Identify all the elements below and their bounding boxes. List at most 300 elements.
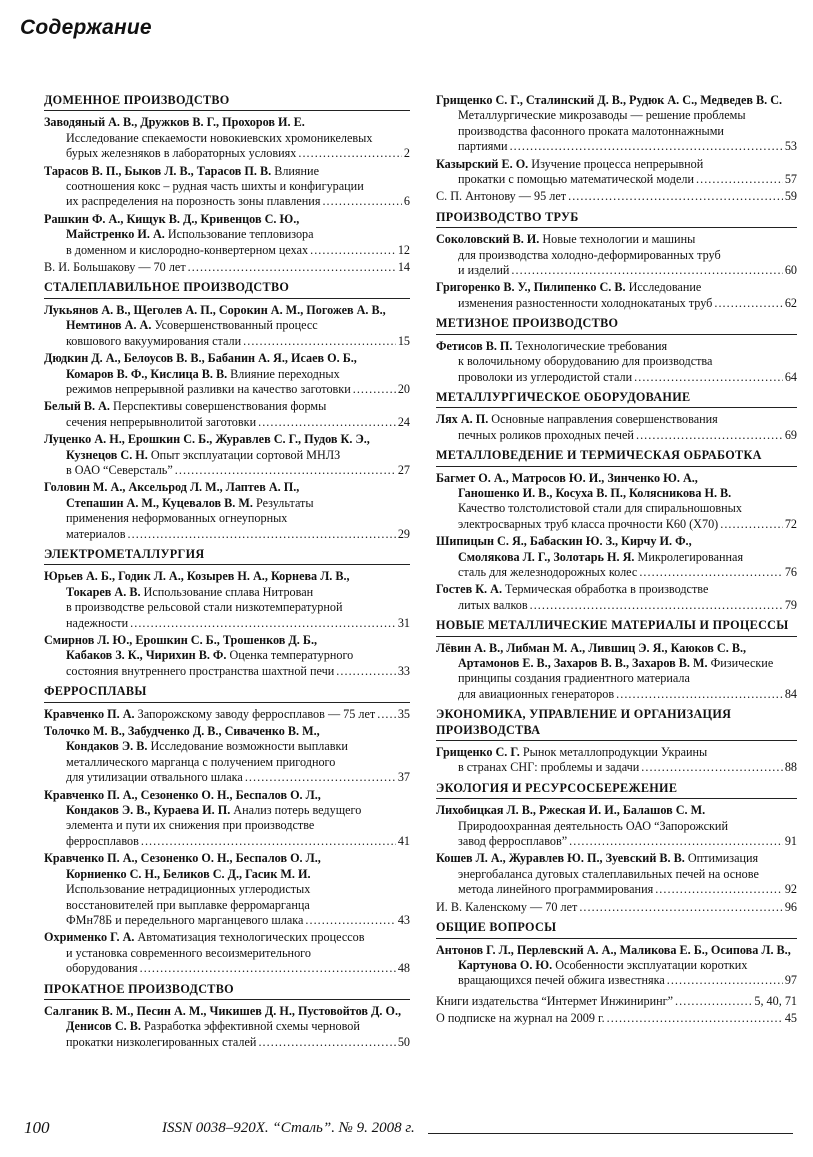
entry-title-text: Природоохранная деятельность ОАО “Запорожский	[458, 818, 728, 833]
entry-line	[436, 900, 797, 915]
entry-line	[436, 428, 797, 443]
section-title: МЕТИЗНОЕ ПРОИЗВОДСТВО	[436, 316, 797, 334]
entry-line	[44, 946, 410, 961]
entry-line	[44, 179, 410, 194]
entry-text	[458, 598, 528, 613]
page-ref: 96	[784, 899, 797, 914]
entry-text	[436, 1011, 605, 1026]
page-number: 100	[24, 1118, 50, 1137]
journal-citation: ISSN 0038–920X. “Сталь”. № 9. 2008 г.	[162, 1120, 415, 1136]
page-ref: 24	[397, 414, 410, 429]
entry-text	[458, 834, 567, 849]
entry-text	[458, 973, 665, 988]
entry-line	[44, 260, 410, 275]
entry-title-text: литых валков	[458, 597, 528, 612]
entry-title-text: бурых железняков в лабораторных условиях	[66, 146, 297, 161]
entry-line	[436, 973, 797, 988]
toc-left-column	[44, 93, 410, 1055]
entry-line	[44, 600, 410, 615]
entry-title-text: в странах СНГ: проблемы и задачи	[458, 760, 640, 775]
entry-authors: Фетисов В. П.	[436, 338, 513, 353]
toc-section	[436, 618, 797, 702]
entry-text	[458, 172, 694, 187]
entry-line	[44, 399, 410, 414]
entry-text	[66, 616, 128, 631]
toc-section	[44, 982, 410, 1051]
dot-leader	[258, 415, 396, 430]
page-ref: 50	[397, 1034, 410, 1049]
entry-line	[44, 146, 410, 161]
toc-section	[436, 210, 797, 311]
page-ref: 31	[397, 615, 410, 630]
entry-title-text: вращающихся печей обжига известняка	[458, 973, 665, 988]
entry-text	[458, 565, 637, 580]
entry-authors: Ганошенко И. В., Косуха В. П., Колясникова Н. В.	[458, 485, 732, 500]
entry-authors: Смолякова Л. Г., Золотарь Н. Я.	[458, 549, 635, 564]
dot-leader	[353, 382, 396, 397]
page-ref: 53	[784, 139, 797, 154]
entry-authors: Головин М. А., Аксельрод Л. М., Лаптев А. П.,	[44, 480, 300, 495]
entry-text	[66, 334, 241, 349]
entry-line	[436, 565, 797, 580]
dot-leader	[322, 194, 401, 209]
entry-authors: Тарасов В. П., Быков Л. В., Тарасов П. В.	[44, 163, 272, 178]
entry-title-text: Использование тепловизора	[164, 227, 314, 242]
entry-line	[436, 139, 797, 154]
entry-line	[436, 296, 797, 311]
entry-title-text: Использование нетрадиционных углеродистых	[66, 882, 311, 897]
dot-leader	[616, 687, 783, 702]
toc-section	[436, 920, 797, 989]
entry-title-text: И. В. Каленскому — 70 лет	[436, 899, 578, 914]
entry-authors: Кравченко П. А., Сезоненко О. Н., Беспалов О. Л.,	[44, 851, 321, 866]
entry-line	[436, 248, 797, 263]
entry-text	[66, 913, 303, 928]
entry-line	[436, 339, 797, 354]
entry-title-text: Металлургические микрозаводы — решение проблемы	[458, 108, 746, 123]
page-ref: 27	[397, 462, 410, 477]
entry-line	[436, 189, 797, 204]
page-ref: 59	[784, 189, 797, 204]
entry-title-text: применения неформованных огнеупорных	[66, 511, 288, 526]
entry-authors: Майстренко И. А.	[66, 227, 165, 242]
toc-section	[44, 684, 410, 976]
entry-line	[436, 834, 797, 849]
entry-authors: Кузнецов С. Н.	[66, 447, 148, 462]
entry-line	[44, 115, 410, 130]
page-ref: 60	[784, 263, 797, 278]
entry-line	[436, 994, 797, 1009]
entry-title-text: Автоматизация технологических процессов	[134, 930, 365, 945]
dot-leader	[305, 913, 395, 928]
entry-title-text: Исследование возможности выплавки	[147, 739, 348, 754]
entry-title-text: прокатки низколегированных сталей	[66, 1034, 257, 1049]
dot-leader	[258, 1035, 395, 1050]
toc-entry	[436, 994, 797, 1009]
dot-leader	[141, 834, 396, 849]
entry-title-text: В. И. Большакову — 70 лет	[44, 260, 186, 275]
entry-title-text: Оптимизация	[684, 851, 759, 866]
toc-entry	[436, 943, 797, 989]
toc-entry	[44, 569, 410, 631]
entry-line	[436, 108, 797, 123]
toc-entry	[436, 851, 797, 897]
entry-title-text: электросварных труб класса прочности К60 (Х70)	[458, 516, 719, 531]
entry-line	[44, 616, 410, 631]
entry-text	[436, 900, 577, 915]
entry-line	[44, 511, 410, 526]
entry-authors: Охрименко Г. А.	[44, 930, 135, 945]
section-title: ПРОКАТНОЕ ПРОИЗВОДСТВО	[44, 982, 410, 1000]
entry-authors: Дюдкин Д. А., Белоусов В. В., Бабанин А. Я., Исаев О. Б.,	[44, 351, 357, 366]
entry-text	[458, 139, 508, 154]
entry-text	[66, 961, 138, 976]
entry-line	[44, 194, 410, 209]
entry-line	[436, 517, 797, 532]
dot-leader	[298, 146, 402, 161]
toc-entry	[436, 803, 797, 849]
entry-title-text: принципы создания градиентного материала	[458, 671, 690, 686]
entry-line	[44, 648, 410, 663]
page-ref: 6	[403, 194, 410, 209]
entry-title-text: в производстве рельсовой стали низкотемпературной	[66, 600, 343, 615]
toc-section	[436, 390, 797, 443]
toc-section	[436, 781, 797, 915]
section-title: ЭЛЕКТРОМЕТАЛЛУРГИЯ	[44, 547, 410, 565]
entry-text	[458, 296, 712, 311]
toc-entry	[436, 280, 797, 311]
entry-line	[436, 172, 797, 187]
entry-title-text: Изучение процесса непрерывной	[528, 156, 704, 171]
page-ref: 37	[397, 770, 410, 785]
page-ref: 43	[397, 912, 410, 927]
entry-title-text: для утилизации отвального шлака	[66, 770, 243, 785]
entry-title-text: Микролегированная	[634, 549, 744, 564]
entry-line	[44, 351, 410, 366]
dot-leader	[511, 263, 782, 278]
entry-title-text: проволоки из углеродистой стали	[458, 369, 633, 384]
entry-line	[436, 501, 797, 516]
entry-line	[44, 770, 410, 785]
entry-text	[66, 834, 139, 849]
entry-text	[66, 194, 320, 209]
entry-text	[458, 517, 718, 532]
entry-title-text: Усовершенствованный процесс	[151, 318, 318, 333]
page-ref: 2	[403, 146, 410, 161]
page-ref: 62	[784, 295, 797, 310]
entry-line	[436, 157, 797, 172]
entry-title-text: печных роликов проходных печей	[458, 427, 634, 442]
entry-line	[436, 598, 797, 613]
entry-text	[66, 146, 296, 161]
entry-authors: Заводяный А. В., Дружков В. Г., Прохоров И. Е.	[44, 115, 305, 130]
entry-title-text: металлического марганца с получением пригодного	[66, 754, 336, 769]
entry-title-text: Технологические требования	[512, 338, 668, 353]
entry-line	[44, 318, 410, 333]
entry-authors: Кондаков Э. В.	[66, 739, 148, 754]
entry-text	[458, 370, 632, 385]
page-ref: 15	[397, 333, 410, 348]
toc-section	[436, 316, 797, 385]
entry-authors: Денисов С. В.	[66, 1019, 141, 1034]
dot-leader	[128, 527, 396, 542]
entry-title-text: производства фасонного проката малотоннажными	[458, 123, 724, 138]
entry-authors: Луценко А. Н., Ерошкин С. Б., Журавлев С. Г., Пудов К. Э.,	[44, 432, 370, 447]
toc-entry	[44, 707, 410, 722]
toc-entry	[436, 339, 797, 385]
entry-title-text: Результаты	[252, 495, 314, 510]
entry-line	[436, 819, 797, 834]
dot-leader	[639, 565, 783, 580]
entry-line	[44, 569, 410, 584]
entry-text	[458, 428, 634, 443]
entry-line	[436, 803, 797, 818]
page-ref: 72	[784, 516, 797, 531]
entry-title-text: ковшового вакуумирования стали	[66, 333, 242, 348]
entry-authors: Корниенко С. Н., Беликов С. Д., Гасик М. И.	[66, 866, 311, 881]
toc-entry	[44, 164, 410, 210]
entry-line	[44, 834, 410, 849]
entry-line	[44, 164, 410, 179]
toc-entry	[436, 93, 797, 155]
entry-line	[44, 724, 410, 739]
toc-entry	[436, 534, 797, 580]
entry-authors: Антонов Г. Л., Перлевский А. А., Маликова Е. Б., Осипова Л. В.,	[436, 942, 791, 957]
entry-authors: Картунова О. Ю.	[458, 957, 553, 972]
entry-authors: Кондаков Э. В., Кураева И. П.	[66, 803, 231, 818]
toc-section	[44, 93, 410, 275]
dot-leader	[510, 139, 783, 154]
entry-title-text: для производства холодно-деформированных труб	[458, 247, 721, 262]
entry-text	[44, 707, 375, 722]
entry-line	[44, 867, 410, 882]
entry-text	[66, 243, 308, 258]
page-ref: 48	[397, 961, 410, 976]
page-ref: 69	[784, 427, 797, 442]
entry-line	[44, 243, 410, 258]
dot-leader	[310, 243, 396, 258]
entry-line	[44, 1019, 410, 1034]
dot-leader	[720, 517, 783, 532]
entry-title-text: Особенности эксплуатации коротких	[552, 957, 748, 972]
entry-line	[44, 367, 410, 382]
entry-title-text: завод ферросплавов”	[458, 834, 568, 849]
entry-line	[44, 480, 410, 495]
page-ref: 45	[784, 1011, 797, 1026]
entry-title-text: соотношения кокс – рудная часть шихты и конфигурации	[66, 179, 364, 194]
page-ref: 35	[397, 706, 410, 721]
section-title: ОБЩИЕ ВОПРОСЫ	[436, 920, 797, 938]
page-ref: 5, 40, 71	[754, 993, 797, 1008]
entry-authors: Лихобицкая Л. В., Ржеская И. И., Балашов С. М.	[436, 803, 706, 818]
entry-title-text: и изделий	[458, 263, 510, 278]
toc-entry	[44, 351, 410, 397]
entry-line	[436, 370, 797, 385]
dot-leader	[568, 189, 783, 204]
dot-leader	[655, 882, 783, 897]
section-title: ПРОИЗВОДСТВО ТРУБ	[436, 210, 797, 228]
entry-title-text: в доменном и кислородно-конвертерном цехах	[66, 242, 309, 257]
entry-text	[436, 994, 673, 1009]
entry-authors: Лёвин А. В., Либман М. А., Лившиц Э. Я., Каюков С. В.,	[436, 640, 747, 655]
toc-entry	[44, 788, 410, 850]
entry-line	[436, 534, 797, 549]
entry-line	[436, 943, 797, 958]
entry-title-text: Исследование спекаемости новокиевских хромоникелевых	[66, 130, 373, 145]
dot-leader	[188, 260, 396, 275]
toc-entry	[44, 432, 410, 478]
entry-line	[436, 671, 797, 686]
dot-leader	[607, 1011, 783, 1026]
entry-text	[66, 415, 256, 430]
entry-authors: Казырский Е. О.	[436, 156, 529, 171]
toc-entry	[436, 745, 797, 776]
toc-section	[44, 547, 410, 679]
toc-entry	[44, 115, 410, 161]
entry-line	[44, 1004, 410, 1019]
toc-entry	[44, 480, 410, 542]
entry-title-text: изменения разностенности холоднокатаных труб	[458, 295, 713, 310]
page-ref: 20	[397, 381, 410, 396]
entry-line	[44, 707, 410, 722]
entry-title-text: режимов непрерывной разливки на качество заготовки	[66, 381, 351, 396]
toc-entry	[436, 232, 797, 278]
section-title: ЭКОЛОГИЯ И РЕСУРСОСБЕРЕЖЕНИЕ	[436, 781, 797, 799]
entry-authors: Кабаков З. К., Чирихин В. Ф.	[66, 648, 227, 663]
toc-entry	[44, 851, 410, 928]
toc-entry	[44, 260, 410, 275]
entry-title-text: состояния внутреннего пространства шахтной печи	[66, 663, 335, 678]
entry-line	[44, 633, 410, 648]
entry-line	[44, 664, 410, 679]
entry-line	[436, 745, 797, 760]
entry-line	[44, 585, 410, 600]
entry-title-text: восстановителей при выплавке ферромарганца	[66, 897, 310, 912]
entry-title-text: оборудования	[66, 961, 138, 976]
entry-title-text: элемента и пути их снижения при производстве	[66, 818, 315, 833]
section-title: НОВЫЕ МЕТАЛЛИЧЕСКИЕ МАТЕРИАЛЫ И ПРОЦЕССЫ	[436, 618, 797, 636]
entry-title-text: в ОАО “Северсталь”	[66, 462, 173, 477]
entry-authors: Степашин А. М., Куцевалов В. М.	[66, 495, 253, 510]
entry-authors: Соколовский В. И.	[436, 232, 540, 247]
dot-leader	[641, 760, 783, 775]
dot-leader	[130, 616, 396, 631]
entry-title-text: Новые технологии и машины	[539, 232, 696, 247]
toc-section	[436, 448, 797, 613]
entry-text	[66, 1035, 256, 1050]
entry-line	[44, 463, 410, 478]
entry-title-text: Использование сплава Нитрован	[140, 584, 314, 599]
entry-line	[44, 803, 410, 818]
dot-leader	[569, 834, 783, 849]
entry-line	[44, 788, 410, 803]
entry-line	[44, 496, 410, 511]
entry-title-text: Опыт эксплуатации сортовой МНЛЗ	[147, 447, 341, 462]
entry-title-text: к волочильному оборудованию для производства	[458, 354, 713, 369]
page-ref: 64	[784, 369, 797, 384]
toc-entry	[44, 1004, 410, 1050]
entry-line	[44, 898, 410, 913]
entry-text	[458, 882, 653, 897]
toc-entry	[436, 1011, 797, 1026]
dot-leader	[243, 334, 396, 349]
page-ref: 76	[784, 564, 797, 579]
entry-authors: Комаров В. Ф., Кислица В. В.	[66, 366, 228, 381]
page-ref: 92	[784, 882, 797, 897]
section-title: ЭКОНОМИКА, УПРАВЛЕНИЕ И ОРГАНИЗАЦИЯ ПРОИЗВОДСТВА	[436, 707, 797, 741]
entry-line	[44, 961, 410, 976]
page-ref: 14	[397, 260, 410, 275]
entry-title-text: О подписке на журнал на 2009 г.	[436, 1011, 605, 1026]
entry-text	[66, 382, 351, 397]
entry-line	[44, 527, 410, 542]
entry-title-text: Исследование	[625, 280, 702, 295]
entry-title-text: Основные направления совершенствования	[488, 412, 718, 427]
dot-leader	[696, 172, 783, 187]
section-title: ФЕРРОСПЛАВЫ	[44, 684, 410, 702]
entry-line	[44, 739, 410, 754]
entry-line	[44, 930, 410, 945]
entry-title-text: С. П. Антонову — 95 лет	[436, 189, 567, 204]
entry-title-text: их распределения на порозность зоны плавления	[66, 194, 321, 209]
toc-entry	[436, 582, 797, 613]
entry-title-text: надежности	[66, 615, 129, 630]
entry-line	[436, 124, 797, 139]
entry-line	[436, 958, 797, 973]
dot-leader	[140, 961, 396, 976]
entry-line	[436, 354, 797, 369]
page-title: Содержание	[20, 16, 152, 39]
entry-title-text: сечения непрерывнолитой заготовки	[66, 414, 257, 429]
toc-right-column	[436, 93, 797, 1032]
dot-leader	[675, 994, 752, 1009]
entry-line	[44, 382, 410, 397]
toc-section	[436, 93, 797, 205]
entry-title-text: Рынок металлопродукции Украины	[519, 745, 708, 760]
entry-title-text: материалов	[66, 526, 126, 541]
entry-title-text: Качество толстолистовой стали для спиральношовных	[458, 501, 742, 516]
entry-authors: Грищенко С. Г.	[436, 745, 520, 760]
entry-text	[436, 189, 566, 204]
entry-line	[44, 334, 410, 349]
entry-line	[436, 582, 797, 597]
entry-text	[458, 687, 614, 702]
entry-line	[436, 232, 797, 247]
entry-line	[44, 913, 410, 928]
dot-leader	[634, 370, 783, 385]
entry-text	[66, 770, 243, 785]
entry-text	[458, 760, 639, 775]
entry-line	[436, 93, 797, 108]
entry-line	[436, 641, 797, 656]
entry-title-text: и установка современного весоизмерительного	[66, 945, 311, 960]
entry-line	[44, 432, 410, 447]
entry-title-text: Влияние переходных	[227, 366, 340, 381]
entry-line	[44, 448, 410, 463]
entry-title-text: сталь для железнодорожных колес	[458, 564, 638, 579]
entry-title-text: Термическая обработка в производстве	[502, 582, 709, 597]
page-ref: 12	[397, 242, 410, 257]
entry-line	[44, 415, 410, 430]
entry-text	[66, 664, 334, 679]
entry-authors: Артамонов Е. В., Захаров В. В., Захаров В. М.	[458, 656, 708, 670]
dot-leader	[336, 664, 396, 679]
entry-line	[44, 882, 410, 897]
entry-title-text: метода линейного программирования	[458, 882, 654, 897]
page-ref: 84	[784, 686, 797, 701]
toc-entry	[44, 303, 410, 349]
entry-line	[44, 755, 410, 770]
